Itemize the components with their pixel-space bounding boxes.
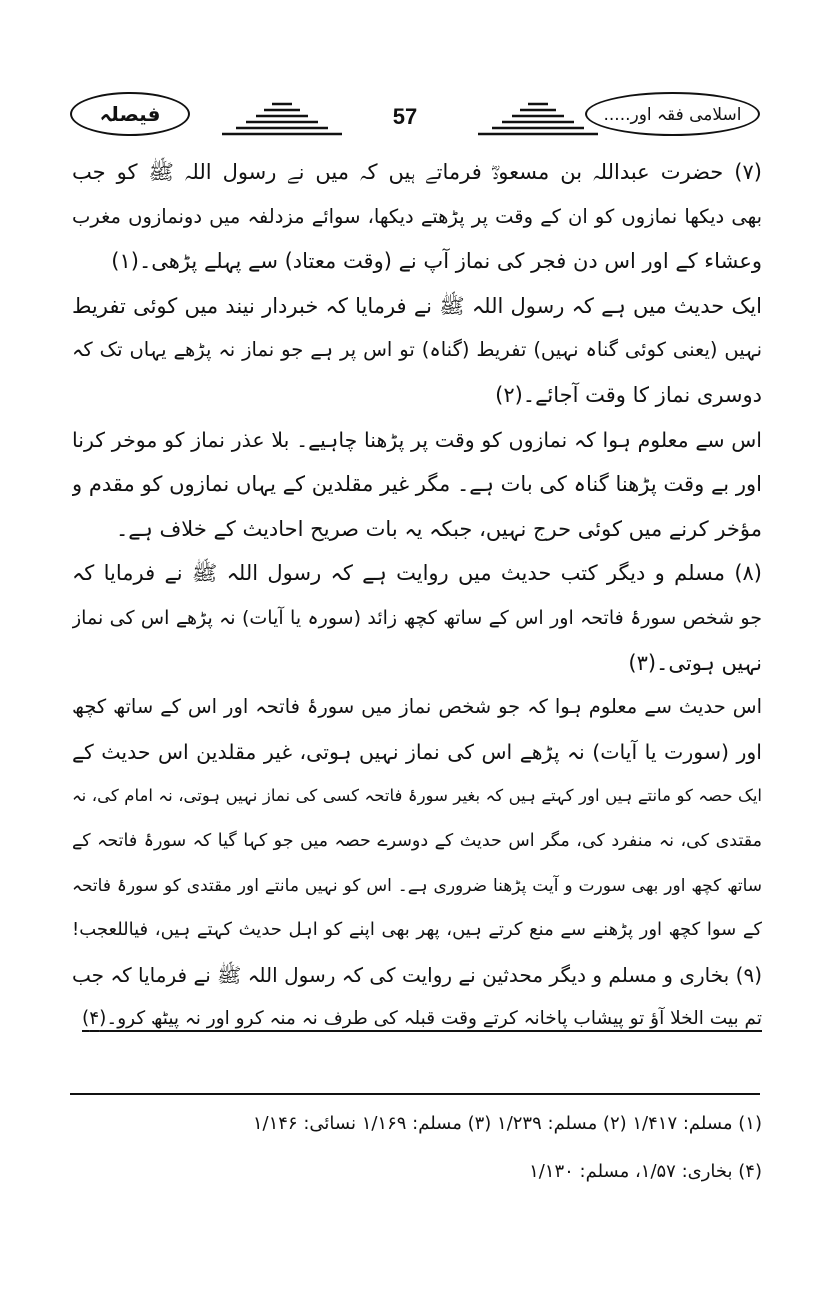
text-line: دوسری نماز کا وقت آجائے۔(۲) [495, 382, 762, 407]
text-line: (۹) بخاری و مسلم و دیگر محدثین نے روایت کی کہ رسول اللہ ﷺ نے فرمایا کہ جب [72, 962, 762, 987]
text-line: ایک حصہ کو مانتے ہیں اور کہتے ہیں کہ بغیر سورۂ فاتحہ کسی کی نماز نہیں ہوتی، نہ امام کی، نہ [72, 786, 762, 806]
book-title-oval [70, 92, 190, 136]
footnote: (۱) مسلم: ۱/۴۱۷ (۲) مسلم: ۱/۲۳۹ (۳) مسلم: ۱/۱۶۹ نسائی: ۱/۱۴۶ [252, 1113, 762, 1134]
text-line: مقتدی کی، نہ منفرد کی، مگر اس حدیث کے دوسرے حصہ میں جو کہا گیا کہ سورۂ فاتحہ کے [72, 830, 762, 851]
text-line: (۸) مسلم و دیگر کتب حدیث میں روایت ہے کہ رسول اللہ ﷺ نے فرمایا کہ [72, 561, 762, 586]
text-line: بھی دیکھا نمازوں کو ان کے وقت پر پڑھتے دیکھا، سوائے مزدلفہ میں دونمازوں مغرب [72, 204, 762, 228]
text-line: اور (سورت یا آیات) نہ پڑھے اس کی نماز نہیں ہوتی، غیر مقلدین اس حدیث کے [72, 739, 762, 764]
footnote: (۴) بخاری: ۱/۵۷، مسلم: ۱/۱۳۰ [529, 1161, 762, 1182]
text-line: (۷) حضرت عبداللہ بن مسعودؓ فرماتے ہیں کہ میں نے رسول اللہ ﷺ کو جب [72, 160, 762, 184]
decorative-pyramid-left [212, 98, 352, 138]
book-title: فیصلہ [99, 102, 161, 126]
text-line: نہیں (یعنی کوئی گناہ نہیں) تفریط (گناہ) تو اس پر ہے جو نماز نہ پڑھے یہاں تک کہ [72, 338, 762, 362]
body-text [72, 150, 762, 1042]
chapter-title: اسلامی فقہ اور..... [603, 104, 742, 125]
text-line: نہیں ہوتی۔(۳) [628, 650, 762, 675]
text-line: تم بیت الخلا آؤ تو پیشاب پاخانہ کرتے وقت قبلہ کی طرف نہ منہ کرو اور نہ پیٹھ کرو۔(۴) [82, 1008, 762, 1030]
page-header [70, 92, 760, 144]
page-number: 57 [392, 104, 418, 129]
text-line: اس سے معلوم ہوا کہ نمازوں کو وقت پر پڑھنا چاہیے۔ بلا عذر نماز کو موخر کرنا [72, 427, 762, 452]
text-line: جو شخص سورۂ فاتحہ اور اس کے ساتھ کچھ زائد (سورہ یا آیات) نہ پڑھے اس کی نماز [72, 606, 762, 629]
text-line: ایک حدیث میں ہے کہ رسول اللہ ﷺ نے فرمایا کہ خبردار نیند میں کوئی تفریط [72, 293, 762, 318]
text-line: ساتھ کچھ اور بھی سورت و آیت پڑھنا ضروری ہے۔ اس کو نہیں مانتے اور مقتدی کو سورۂ فاتحہ [72, 875, 762, 896]
text-line: مؤخر کرنے میں کوئی حرج نہیں، جبکہ یہ بات صریح احادیث کے خلاف ہے۔ [115, 516, 762, 541]
text-line: کے سوا کچھ اور پڑھنے سے منع کرتے ہیں، پھر بھی اپنے کو اہل حدیث کہتے ہیں، فیاللعجب! [72, 919, 762, 941]
text-line: اور بے وقت پڑھنا گناہ کی بات ہے۔ مگر غیر مقلدین کے یہاں نمازوں کو مقدم و [72, 472, 762, 497]
text-line: وعشاء کے اور اس دن فجر کی نماز آپ نے (وقت معتاد) سے پہلے پڑھی۔(۱) [111, 249, 762, 274]
footnotes [72, 1100, 762, 1196]
chapter-title-oval [585, 92, 760, 136]
text-line: اس حدیث سے معلوم ہوا کہ جو شخص نماز میں سورۂ فاتحہ اور اس کے ساتھ کچھ [72, 695, 762, 719]
footnote-divider [70, 1093, 760, 1095]
